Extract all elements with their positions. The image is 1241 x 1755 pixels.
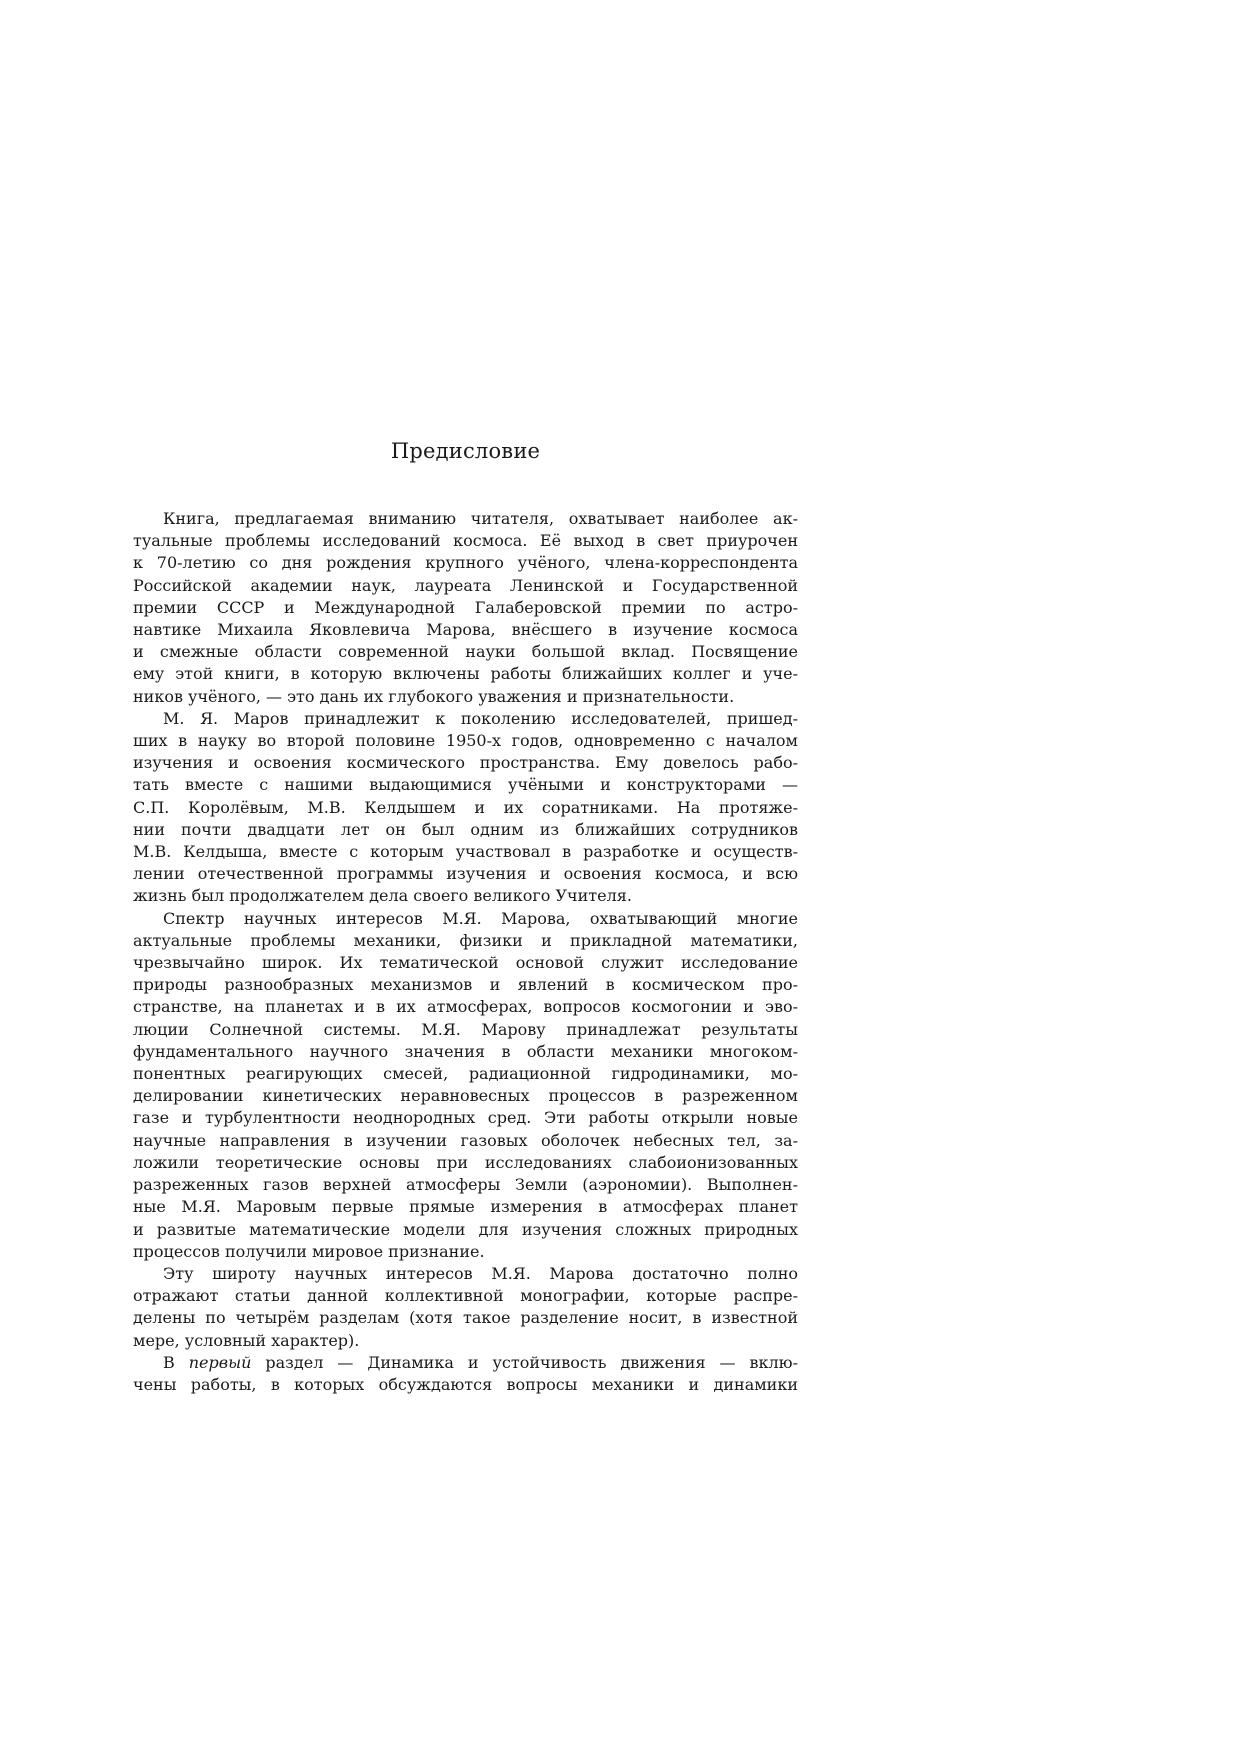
text-line: навтике Михаила Яковлевича Марова, внёсшего в изучение космоса: [133, 620, 798, 640]
text-line: ших в науку во второй половине 1950-х годов, одновременно с началом: [133, 731, 798, 751]
paragraph: [133, 508, 798, 708]
text-line: люции Солнечной системы. М.Я. Марову принадлежат результаты: [133, 1019, 798, 1039]
paragraph-final: [133, 1352, 798, 1396]
text-line: премии СССР и Международной Галаберовской премии по астро-: [133, 597, 798, 617]
text-line: С.П. Королёвым, М.В. Келдышем и их соратниками. На протяже-: [133, 797, 798, 817]
text-line: понентных реагирующих смесей, радиационной гидродинамики, мо-: [133, 1064, 798, 1084]
text-line: к 70-летию со дня рождения крупного учёного, члена-корреспондента: [133, 553, 798, 573]
text-line: мере, условный характер).: [133, 1330, 360, 1350]
text-line: Спектр научных интересов М.Я. Марова, охватывающий многие: [163, 908, 798, 928]
text-line: чрезвычайно широк. Их тематической основой служит исследование: [133, 953, 798, 973]
text-line: изучения и освоения космического пространства. Ему довелось рабо-: [133, 753, 798, 773]
text-line: туальные проблемы исследований космоса. Её выход в свет приурочен: [133, 531, 798, 551]
final-line1-italic: первый: [188, 1352, 252, 1372]
text-line: природы разнообразных механизмов и явлений в космическом про-: [133, 975, 798, 995]
final-line2: чены работы, в которых обсуждаются вопросы механики и динамики: [133, 1374, 798, 1394]
text-line: Российской академии наук, лауреата Ленинской и Государственной: [133, 575, 798, 595]
text-line: Книга, предлагаемая вниманию читателя, охватывает наиболее ак-: [163, 509, 798, 528]
text-line: и развитые математические модели для изучения сложных природных: [133, 1219, 798, 1239]
text-line: лении отечественной программы изучения и освоения космоса, и всю: [133, 864, 798, 884]
final-line1-after: раздел — Динамика и устойчивость движения — вклю-: [251, 1352, 799, 1372]
text-line: и смежные области современной науки большой вклад. Посвящение: [133, 642, 798, 662]
text-line: ников учёного, — это дань их глубокого уважения и признательности.: [133, 686, 735, 706]
text-line: актуальные проблемы механики, физики и прикладной математики,: [133, 930, 798, 950]
text-line: М.В. Келдыша, вместе с которым участвовал в разработке и осуществ-: [133, 842, 798, 862]
paragraph: [133, 908, 798, 1263]
paragraph: [133, 1263, 798, 1352]
paragraph: [133, 708, 798, 908]
text-line: делировании кинетических неравновесных процессов в разреженном: [133, 1086, 798, 1106]
text-line: М. Я. Маров принадлежит к поколению исследователей, пришед-: [163, 708, 798, 728]
text-line: нии почти двадцати лет он был одним из ближайших сотрудников: [133, 819, 798, 839]
text-line: ные М.Я. Маровым первые прямые измерения в атмосферах планет: [133, 1197, 798, 1217]
text-line: ему этой книги, в которую включены работы ближайших коллег и уче-: [133, 664, 798, 684]
text-line: научные направления в изучении газовых оболочек небесных тел, за-: [133, 1130, 798, 1150]
text-line: разреженных газов верхней атмосферы Земли (аэрономии). Выполнен-: [133, 1175, 798, 1195]
text-line: отражают статьи данной коллективной монографии, которые распре-: [133, 1286, 798, 1306]
text-line: тать вместе с нашими выдающимися учёными и конструкторами —: [133, 775, 798, 795]
text-line: Эту широту научных интересов М.Я. Марова достаточно полно: [163, 1263, 798, 1283]
text-line: фундаментального научного значения в области механики многоком-: [133, 1041, 798, 1061]
text-line: странстве, на планетах и в их атмосферах, вопросов космогонии и эво-: [133, 997, 798, 1017]
text-line: делены по четырём разделам (хотя такое разделение носит, в известной: [133, 1308, 798, 1328]
page-title: Предисловие: [390, 439, 541, 463]
final-line1-before: В: [163, 1352, 189, 1372]
text-line: жизнь был продолжателем дела своего великого Учителя.: [133, 886, 632, 906]
text-line: процессов получили мировое признание.: [133, 1241, 485, 1261]
paragraph-list: [133, 508, 798, 1352]
text-line: газе и турбулентности неоднородных сред. Эти работы открыли новые: [133, 1108, 798, 1128]
preface-text: [133, 508, 798, 1396]
text-line: ложили теоретические основы при исследованиях слабоионизованных: [133, 1152, 798, 1172]
